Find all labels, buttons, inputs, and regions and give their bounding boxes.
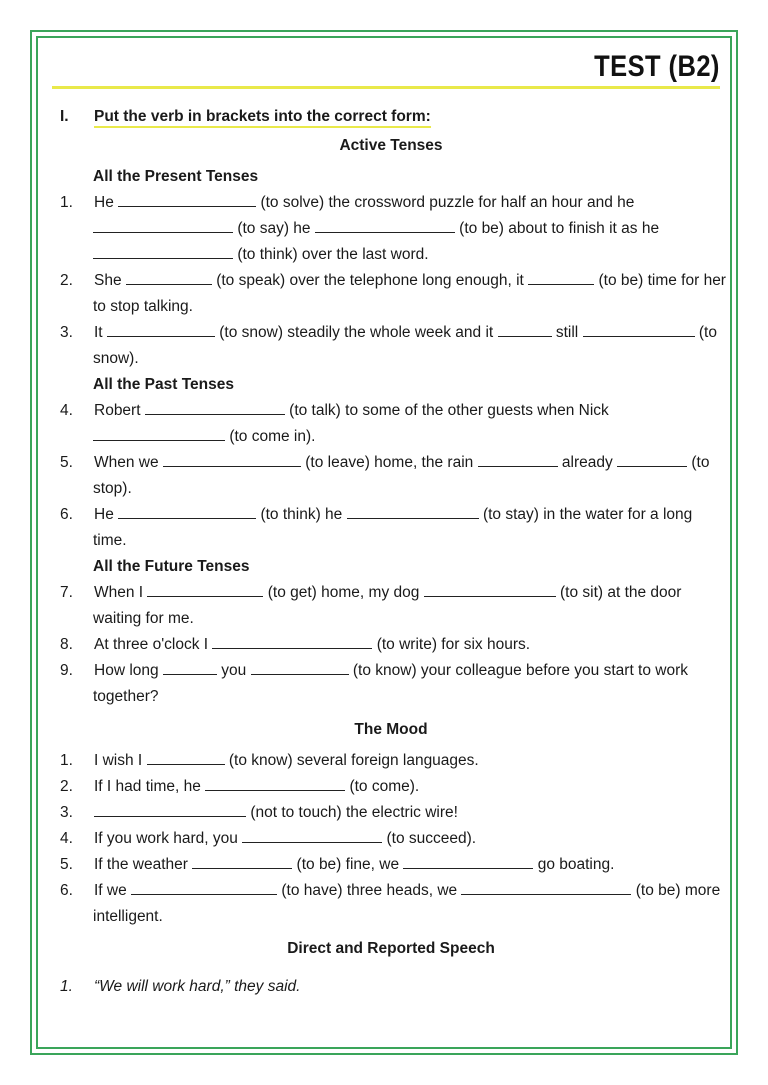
list-item: 1. I wish I (to know) several foreign languages. <box>60 752 479 769</box>
answer-blank[interactable] <box>192 854 292 869</box>
answer-blank[interactable] <box>251 660 349 675</box>
answer-blank[interactable] <box>126 270 212 285</box>
answer-blank[interactable] <box>205 776 345 791</box>
list-item-continuation: time. <box>93 532 127 549</box>
subsection-past: All the Past Tenses <box>93 376 234 393</box>
answer-blank[interactable] <box>461 880 631 895</box>
answer-blank[interactable] <box>498 322 552 337</box>
list-item: 6. If we (to have) three heads, we (to be) more <box>60 882 721 899</box>
answer-blank[interactable] <box>147 582 263 597</box>
list-item: 9. How long you (to know) your colleague before you start to work <box>60 662 689 679</box>
list-item-continuation: to stop talking. <box>93 298 193 315</box>
list-item-continuation: together? <box>93 688 159 705</box>
list-item: 2. She (to speak) over the telephone long enough, it (to be) time for her <box>60 272 726 289</box>
answer-blank[interactable] <box>403 854 533 869</box>
answer-blank[interactable] <box>583 322 695 337</box>
section-the-mood: The Mood <box>354 721 428 738</box>
list-item: 5. When we (to leave) home, the rain already (to <box>60 454 710 471</box>
list-item: 3. (not to touch) the electric wire! <box>60 804 458 821</box>
answer-blank[interactable] <box>347 504 479 519</box>
list-item-continuation: (to think) over the last word. <box>60 242 722 268</box>
answer-blank[interactable] <box>93 218 233 233</box>
answer-blank[interactable] <box>107 322 215 337</box>
list-item-continuation: waiting for me. <box>93 610 194 627</box>
answer-blank[interactable] <box>242 828 382 843</box>
list-item-continuation: intelligent. <box>93 908 163 925</box>
list-item-continuation: stop). <box>93 480 132 497</box>
list-item: 5. If the weather (to be) fine, we go boating. <box>60 856 615 873</box>
list-item-continuation: snow). <box>93 350 139 367</box>
answer-blank[interactable] <box>424 582 556 597</box>
list-item: 7. When I (to get) home, my dog (to sit) at the door <box>60 584 682 601</box>
answer-blank[interactable] <box>163 660 217 675</box>
answer-blank[interactable] <box>478 452 558 467</box>
answer-blank[interactable] <box>131 880 277 895</box>
list-item: 4. Robert (to talk) to some of the other guests when Nick <box>60 402 609 419</box>
list-item: 6. He (to think) he (to stay) in the water for a long <box>60 506 693 523</box>
title-underline <box>52 86 720 89</box>
list-item: 1. He (to solve) the crossword puzzle for half an hour and he <box>60 194 635 211</box>
worksheet-content <box>60 104 726 1000</box>
list-item: 4. If you work hard, you (to succeed). <box>60 830 477 847</box>
section-active-tenses: Active Tenses <box>339 137 443 154</box>
answer-blank[interactable] <box>617 452 687 467</box>
list-item: 8. At three o'clock I (to write) for six hours. <box>60 636 531 653</box>
subsection-present: All the Present Tenses <box>93 168 259 185</box>
list-item-continuation: (to come in). <box>60 424 722 450</box>
section-direct-reported-speech: Direct and Reported Speech <box>287 940 495 957</box>
answer-blank[interactable] <box>93 426 225 441</box>
answer-blank[interactable] <box>94 802 246 817</box>
exercise-instruction: Put the verb in brackets into the correct form: <box>94 108 431 128</box>
answer-blank[interactable] <box>147 750 225 765</box>
answer-blank[interactable] <box>118 192 256 207</box>
answer-blank[interactable] <box>212 634 372 649</box>
answer-blank[interactable] <box>315 218 455 233</box>
answer-blank[interactable] <box>145 400 285 415</box>
list-item-continuation: (to say) he (to be) about to finish it as he <box>60 216 722 242</box>
answer-blank[interactable] <box>528 270 594 285</box>
list-item: 1. “We will work hard,” they said. <box>60 978 301 995</box>
subsection-future: All the Future Tenses <box>93 558 250 575</box>
answer-blank[interactable] <box>118 504 256 519</box>
exercise-number: I. <box>60 108 69 125</box>
answer-blank[interactable] <box>163 452 301 467</box>
page-title: TEST (B2) <box>594 50 720 83</box>
exercise-heading <box>60 104 722 130</box>
list-item: 3. It (to snow) steadily the whole week and it still (to <box>60 324 717 341</box>
answer-blank[interactable] <box>93 244 233 259</box>
list-item: 2. If I had time, he (to come). <box>60 778 420 795</box>
